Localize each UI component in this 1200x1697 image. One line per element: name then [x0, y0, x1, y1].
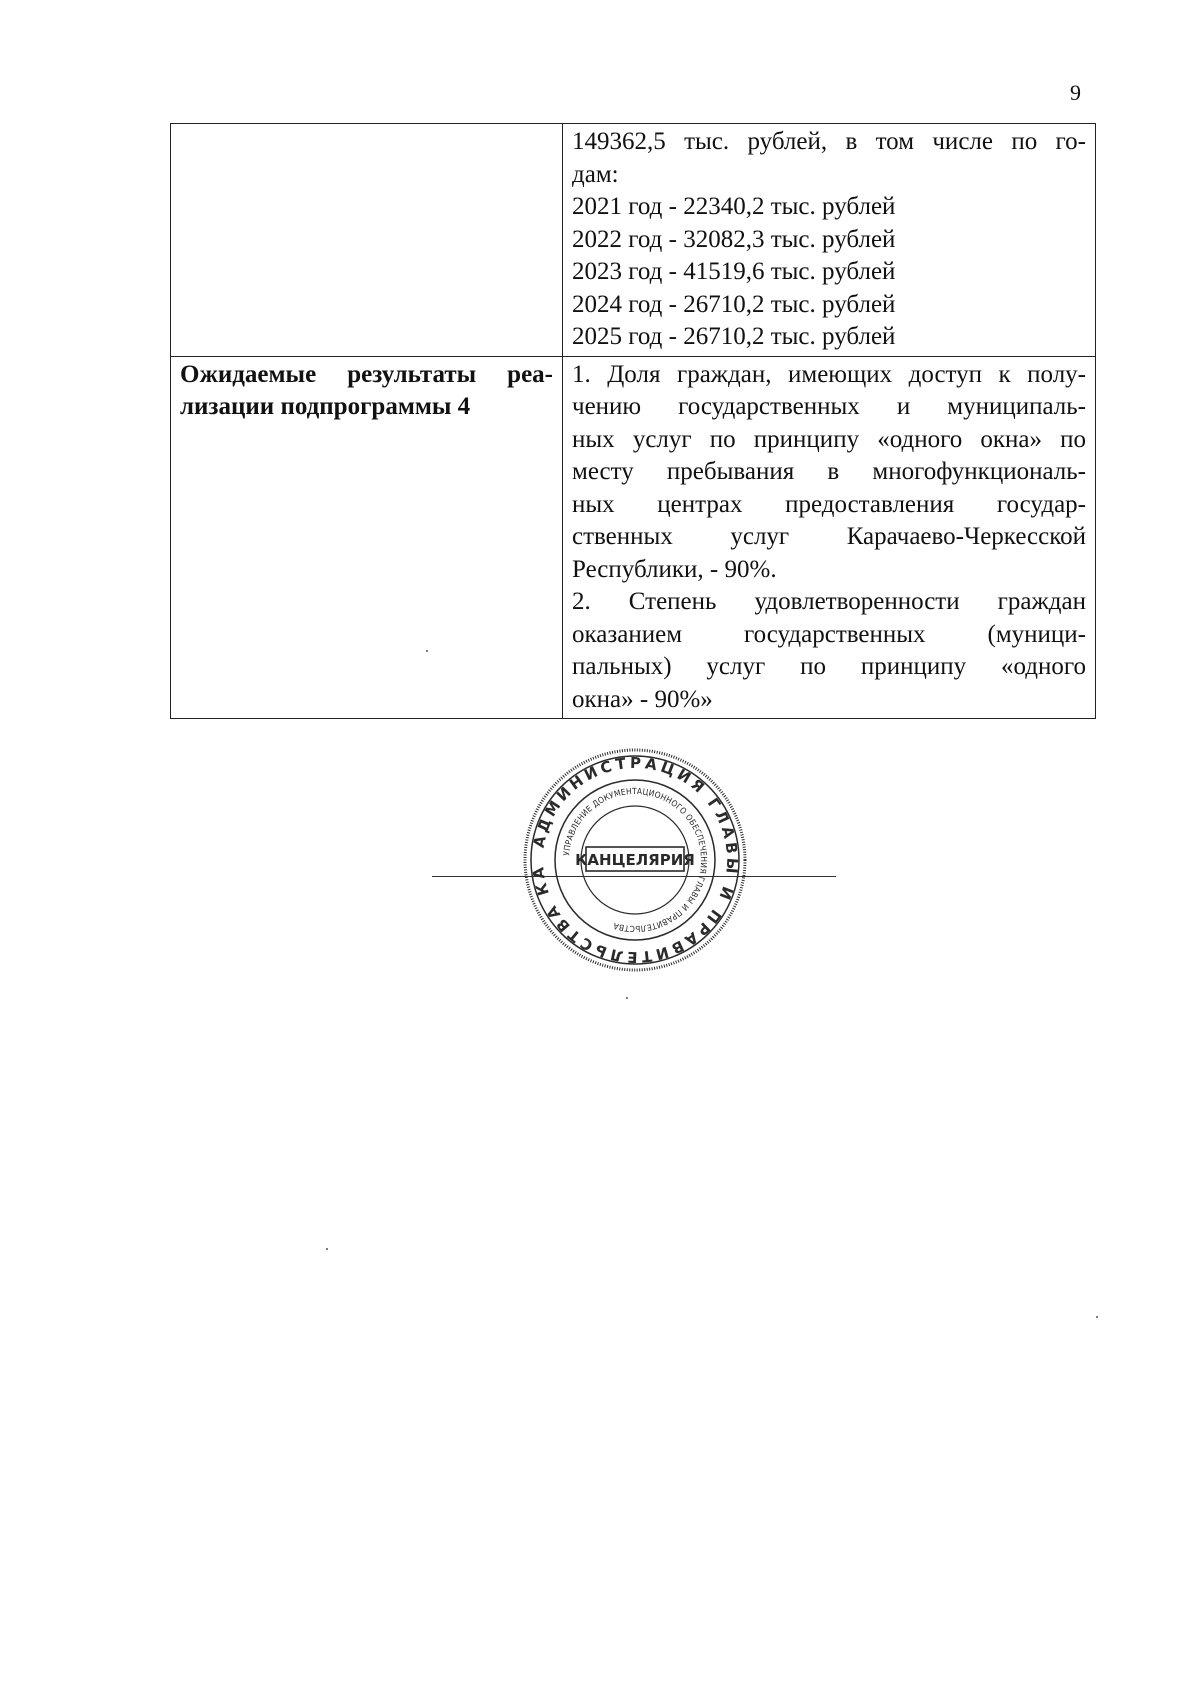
cell-line: Ожидаемые результаты реа-: [180, 360, 553, 388]
seal-outer-text: АДМИНИСТРАЦИЯ ГЛАВЫ И ПРАВИТЕЛЬСТВА КА: [528, 753, 742, 967]
cell-line: лизации подпрограммы 4: [180, 393, 471, 420]
cell-line: ных центрах предоставления государ-: [572, 490, 1086, 518]
cell-line: ственных услуг Карачаево-Черкесской: [572, 523, 1086, 550]
page-number: 9: [1070, 80, 1081, 105]
scan-speck: [326, 1248, 328, 1250]
official-seal: [520, 745, 750, 975]
cell-line: дам:: [572, 160, 619, 188]
program-passport-table: [170, 123, 1096, 719]
table-cell-empty: [171, 124, 563, 357]
cell-line: 149362,5 тыс. рублей, в том числе по го-: [572, 128, 1086, 155]
cell-line: окна» - 90%»: [572, 685, 713, 713]
seal-center-text: КАНЦЕЛЯРИЯ: [575, 851, 695, 869]
cell-line: 2021 год - 22340,2 тыс. рублей: [572, 193, 896, 220]
expected-results-label-cell: [171, 356, 563, 719]
cell-line: пальных) услуг по принципу «одного: [572, 653, 1086, 680]
cell-line: ных услуг по принципу «одного окна» по: [572, 425, 1086, 453]
scan-speck: [426, 650, 428, 652]
cell-line: 2023 год - 41519,6 тыс. рублей: [572, 258, 896, 285]
seal-inner-text: УПРАВЛЕНИЕ ДОКУМЕНТАЦИОННОГО ОБЕСПЕЧЕНИЯ ГЛАВЫ И ПРАВИТЕЛЬСТВА: [561, 785, 710, 935]
cell-line: 1. Доля граждан, имеющих доступ к полу-: [572, 360, 1086, 388]
seal-icon: [520, 745, 750, 975]
cell-line: Республики, - 90%.: [572, 555, 777, 583]
scan-speck: [1096, 1316, 1098, 1318]
table-row: [171, 356, 1096, 719]
cell-line: 2. Степень удовлетворенности граждан: [572, 588, 1086, 615]
table-row: [171, 124, 1096, 357]
scan-speck: [626, 997, 628, 999]
cell-line: 2024 год - 26710,2 тыс. рублей: [572, 290, 896, 318]
cell-line: месту пребывания в многофункциональ-: [572, 458, 1086, 485]
cell-line: оказанием государственных (муници-: [572, 620, 1086, 648]
cell-line: чению государственных и муниципаль-: [572, 393, 1086, 420]
funding-by-year-cell: [563, 124, 1096, 357]
cell-line: 2025 год - 26710,2 тыс. рублей: [572, 323, 896, 350]
expected-results-cell: [563, 356, 1096, 719]
cell-line: 2022 год - 32082,3 тыс. рублей: [572, 225, 896, 253]
